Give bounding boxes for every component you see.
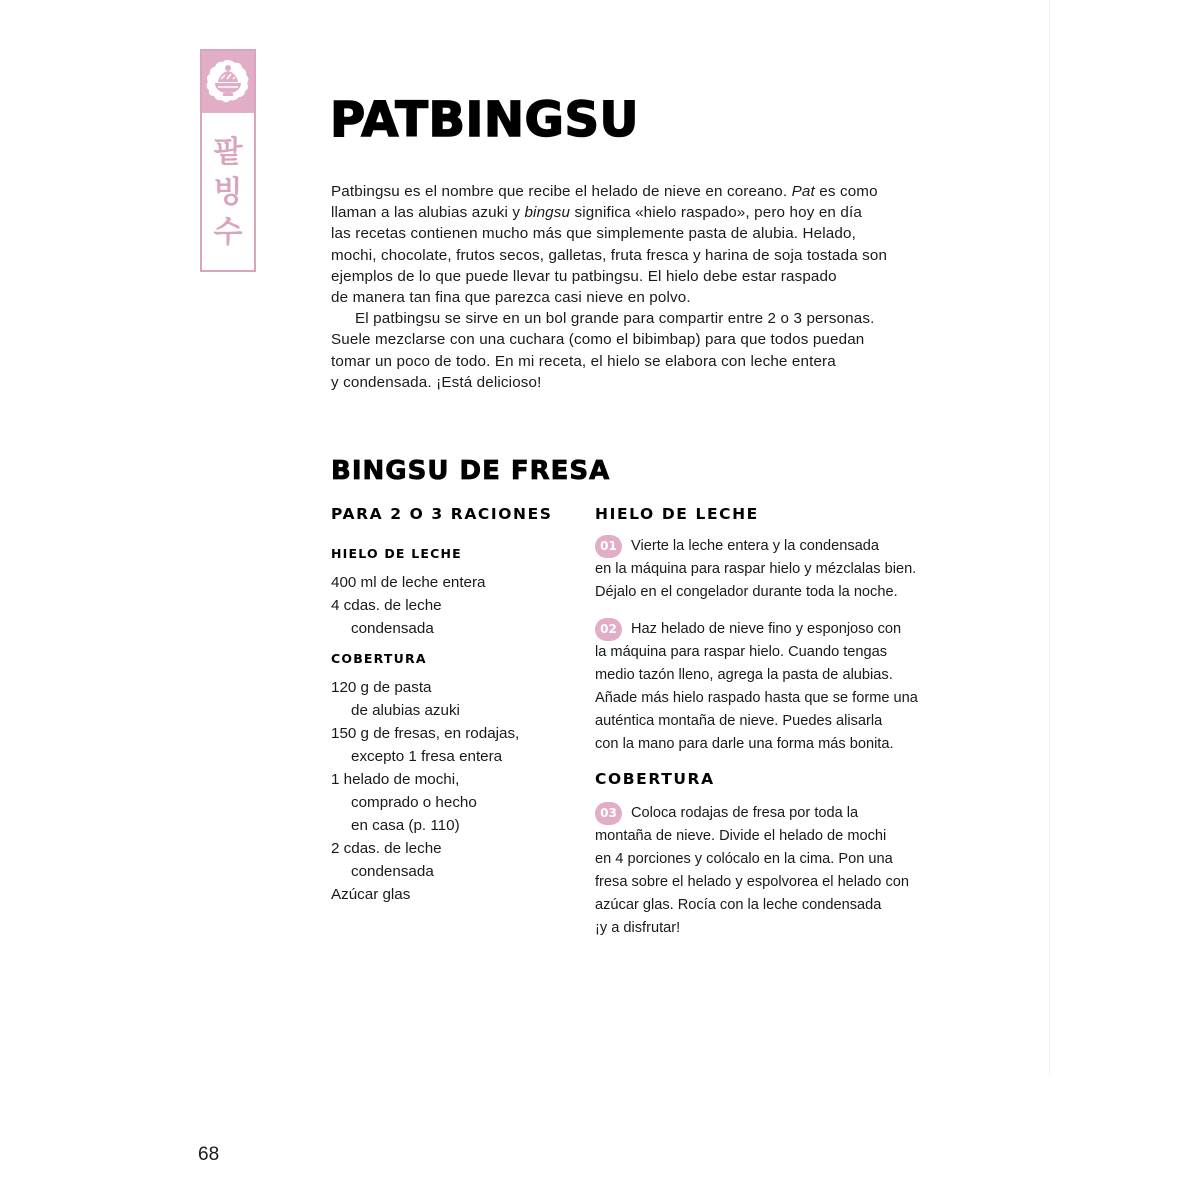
ingredient-line: 1 helado de mochi,	[331, 771, 460, 788]
step-number-badge: 01	[595, 535, 622, 558]
step-line: la máquina para raspar hielo. Cuando tengas	[595, 644, 888, 660]
page-number: 68	[198, 1144, 220, 1165]
bingsu-bowl-icon	[203, 57, 253, 107]
method-hielo-heading: HIELO DE LECHE	[595, 505, 759, 523]
ingredients-cobertura-heading: COBERTURA	[331, 651, 427, 666]
method-column	[595, 505, 955, 954]
korean-char: 수	[213, 215, 243, 250]
step-line	[595, 535, 955, 558]
step-line: azúcar glas. Rocía con la leche condensada	[595, 897, 882, 913]
ingredient-item	[331, 594, 581, 640]
page-edge	[1049, 0, 1050, 1075]
step-line: auténtica montaña de nieve. Puedes alisarla	[595, 713, 883, 729]
step-text: Haz helado de nieve fino y esponjoso con	[631, 621, 902, 637]
step-number-badge: 02	[595, 618, 622, 641]
ingredient-item	[331, 768, 581, 837]
ingredient-line: comprado o hecho	[351, 794, 477, 811]
intro-line: Suele mezclarse con una cuchara (como el bibimbap) para que todos puedan	[331, 331, 865, 349]
ingredient-item	[331, 837, 581, 883]
step-text: Vierte la leche entera y la condensada	[631, 538, 879, 554]
step-line: montaña de nieve. Divide el helado de mochi	[595, 828, 887, 844]
intro-line: ejemplos de lo que puede llevar tu patbingsu. El hielo debe estar raspado	[331, 267, 837, 285]
step-line: ¡y a disfrutar!	[595, 920, 681, 936]
intro-line: de manera tan fina que parezca casi nieve en polvo.	[331, 289, 691, 307]
intro-line: El patbingsu se sirve en un bol grande para compartir entre 2 o 3 personas.	[355, 310, 875, 328]
intro-line: Patbingsu es el nombre que recibe el helado de nieve en coreano. Pat es como	[331, 183, 878, 200]
intro-line: tomar un poco de todo. En mi receta, el hielo se elabora con leche entera	[331, 352, 836, 370]
intro-text	[331, 181, 951, 393]
method-step	[595, 802, 955, 940]
ingredient-line: 120 g de pasta	[331, 679, 432, 696]
ingredient-line: en casa (p. 110)	[351, 817, 460, 834]
ingredient-line: condensada	[351, 620, 434, 637]
method-step	[595, 618, 955, 756]
intro-line: llaman a las alubias azuki y bingsu significa «hielo raspado», pero hoy en día	[331, 204, 862, 222]
ingredients-column	[331, 545, 581, 916]
ingredient-line: Azúcar glas	[331, 886, 411, 903]
method-cobertura-heading: COBERTURA	[595, 770, 715, 788]
recipe-title: BINGSU DE FRESA	[331, 456, 611, 486]
step-line	[595, 802, 955, 825]
korean-title	[202, 133, 254, 253]
step-line: fresa sobre el helado y espolvorea el helado con	[595, 874, 909, 890]
side-banner	[200, 49, 256, 272]
ingredient-item	[331, 883, 581, 906]
ingredient-item	[331, 571, 581, 594]
intro-line: y condensada. ¡Está delicioso!	[331, 373, 542, 391]
ingredient-line: 150 g de fresas, en rodajas,	[331, 725, 520, 742]
intro-paragraph	[331, 308, 951, 393]
ingredient-line: 2 cdas. de leche	[331, 840, 442, 857]
intro-line: las recetas contienen mucho más que simplemente pasta de alubia. Helado,	[331, 225, 856, 243]
step-line: con la mano para darle una forma más bonita.	[595, 736, 894, 752]
cobertura-ingredient-list	[331, 676, 581, 906]
step-line: Déjalo en el congelador durante toda la noche.	[595, 584, 898, 600]
method-step	[595, 535, 955, 604]
step-text: Coloca rodajas de fresa por toda la	[631, 805, 859, 821]
ingredients-hielo-heading: HIELO DE LECHE	[331, 546, 462, 561]
intro-paragraph	[331, 181, 951, 308]
banner-icon-area	[202, 51, 254, 113]
ingredient-line: 4 cdas. de leche	[331, 597, 442, 614]
step-number-badge: 03	[595, 802, 622, 825]
hielo-ingredient-list	[331, 571, 581, 640]
step-line: en la máquina para raspar hielo y mézclalas bien.	[595, 561, 917, 577]
intro-line: mochi, chocolate, frutos secos, galletas, fruta fresca y harina de soja tostada son	[331, 246, 888, 264]
step-line: medio tazón lleno, agrega la pasta de alubias.	[595, 667, 893, 683]
ingredient-line: 400 ml de leche entera	[331, 574, 486, 591]
ingredient-line: de alubias azuki	[351, 702, 460, 719]
ingredient-item	[331, 722, 581, 768]
korean-char: 빙	[213, 175, 243, 210]
ingredient-line: excepto 1 fresa entera	[351, 748, 503, 765]
servings-label: PARA 2 O 3 RACIONES	[331, 505, 553, 523]
page-title: PATBINGSU	[330, 92, 639, 148]
ingredient-item	[331, 676, 581, 722]
step-line	[595, 618, 955, 641]
ingredient-line: condensada	[351, 863, 434, 880]
step-line: Añade más hielo raspado hasta que se forme una	[595, 690, 918, 706]
korean-char: 팥	[213, 135, 243, 170]
step-line: en 4 porciones y colócalo en la cima. Pon una	[595, 851, 893, 867]
